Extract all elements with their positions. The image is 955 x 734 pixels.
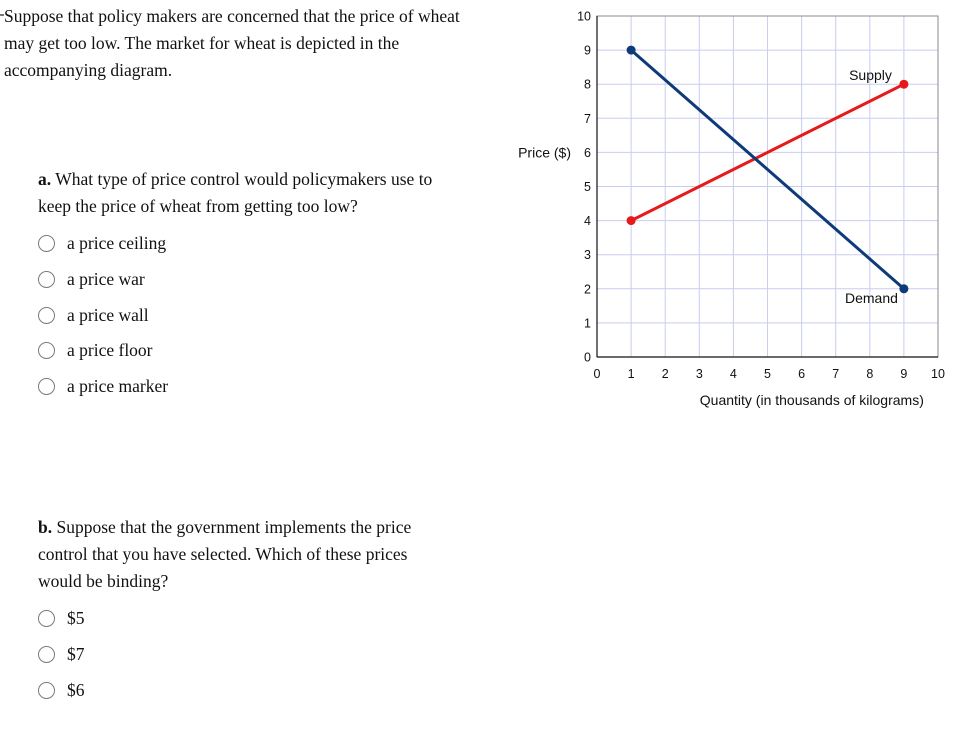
x-tick-label: 10: [931, 367, 945, 381]
demand-point: [627, 46, 636, 55]
y-tick-label: 2: [584, 282, 591, 297]
question-a-text: What type of price control would policymakers use to keep the price of wheat from getting too low?: [38, 169, 433, 216]
y-tick-label: 10: [577, 9, 591, 24]
x-tick-label: 8: [866, 367, 874, 381]
x-tick-label: 5: [764, 367, 771, 381]
supply-point: [899, 80, 908, 89]
y-axis-label: Price ($): [518, 144, 571, 161]
option-label: $5: [67, 608, 85, 629]
y-tick-label: 4: [584, 214, 591, 229]
x-tick-label: 1: [627, 367, 635, 381]
y-tick-label: 7: [584, 111, 591, 126]
x-tick-label: 3: [695, 367, 703, 381]
supply-point: [627, 216, 636, 225]
question-a-label: a.: [38, 169, 52, 189]
question-b-label: b.: [38, 517, 53, 537]
y-tick-label: 0: [584, 350, 591, 365]
question-b-text: Suppose that the government implements the price control that you have selected. Which of these prices would be binding?: [38, 517, 412, 591]
y-tick-label: 8: [584, 77, 591, 92]
x-tick-label: 0: [593, 367, 601, 381]
x-tick-label: 4: [729, 367, 737, 381]
option-label: $7: [67, 644, 85, 665]
demand-point: [899, 284, 908, 293]
y-tick-label: 9: [584, 43, 591, 58]
y-tick-label: 6: [584, 145, 591, 160]
x-tick-label: 9: [900, 367, 908, 381]
option-label: a price ceiling: [67, 233, 167, 254]
y-tick-label: 1: [584, 316, 591, 331]
demand-label: Demand: [844, 289, 898, 306]
y-tick-label: 3: [584, 248, 591, 263]
x-tick-label: 2: [661, 367, 669, 381]
option-label: a price marker: [67, 376, 169, 397]
x-axis-label: Quantity (in thousands of kilograms): [699, 392, 924, 408]
x-tick-label: 6: [798, 367, 806, 381]
option-label: $6: [67, 679, 85, 700]
option-label: a price floor: [67, 340, 153, 361]
supply-label: Supply: [849, 67, 892, 84]
y-tick-label: 5: [584, 180, 591, 194]
option-label: a price wall: [67, 304, 149, 325]
option-label: a price war: [67, 269, 145, 290]
x-tick-label: 7: [832, 367, 840, 381]
intro-text: Suppose that policy makers are concerned that the price of wheat may get too low. The market for wheat is depicted in the accompanying diagram.: [4, 6, 460, 80]
